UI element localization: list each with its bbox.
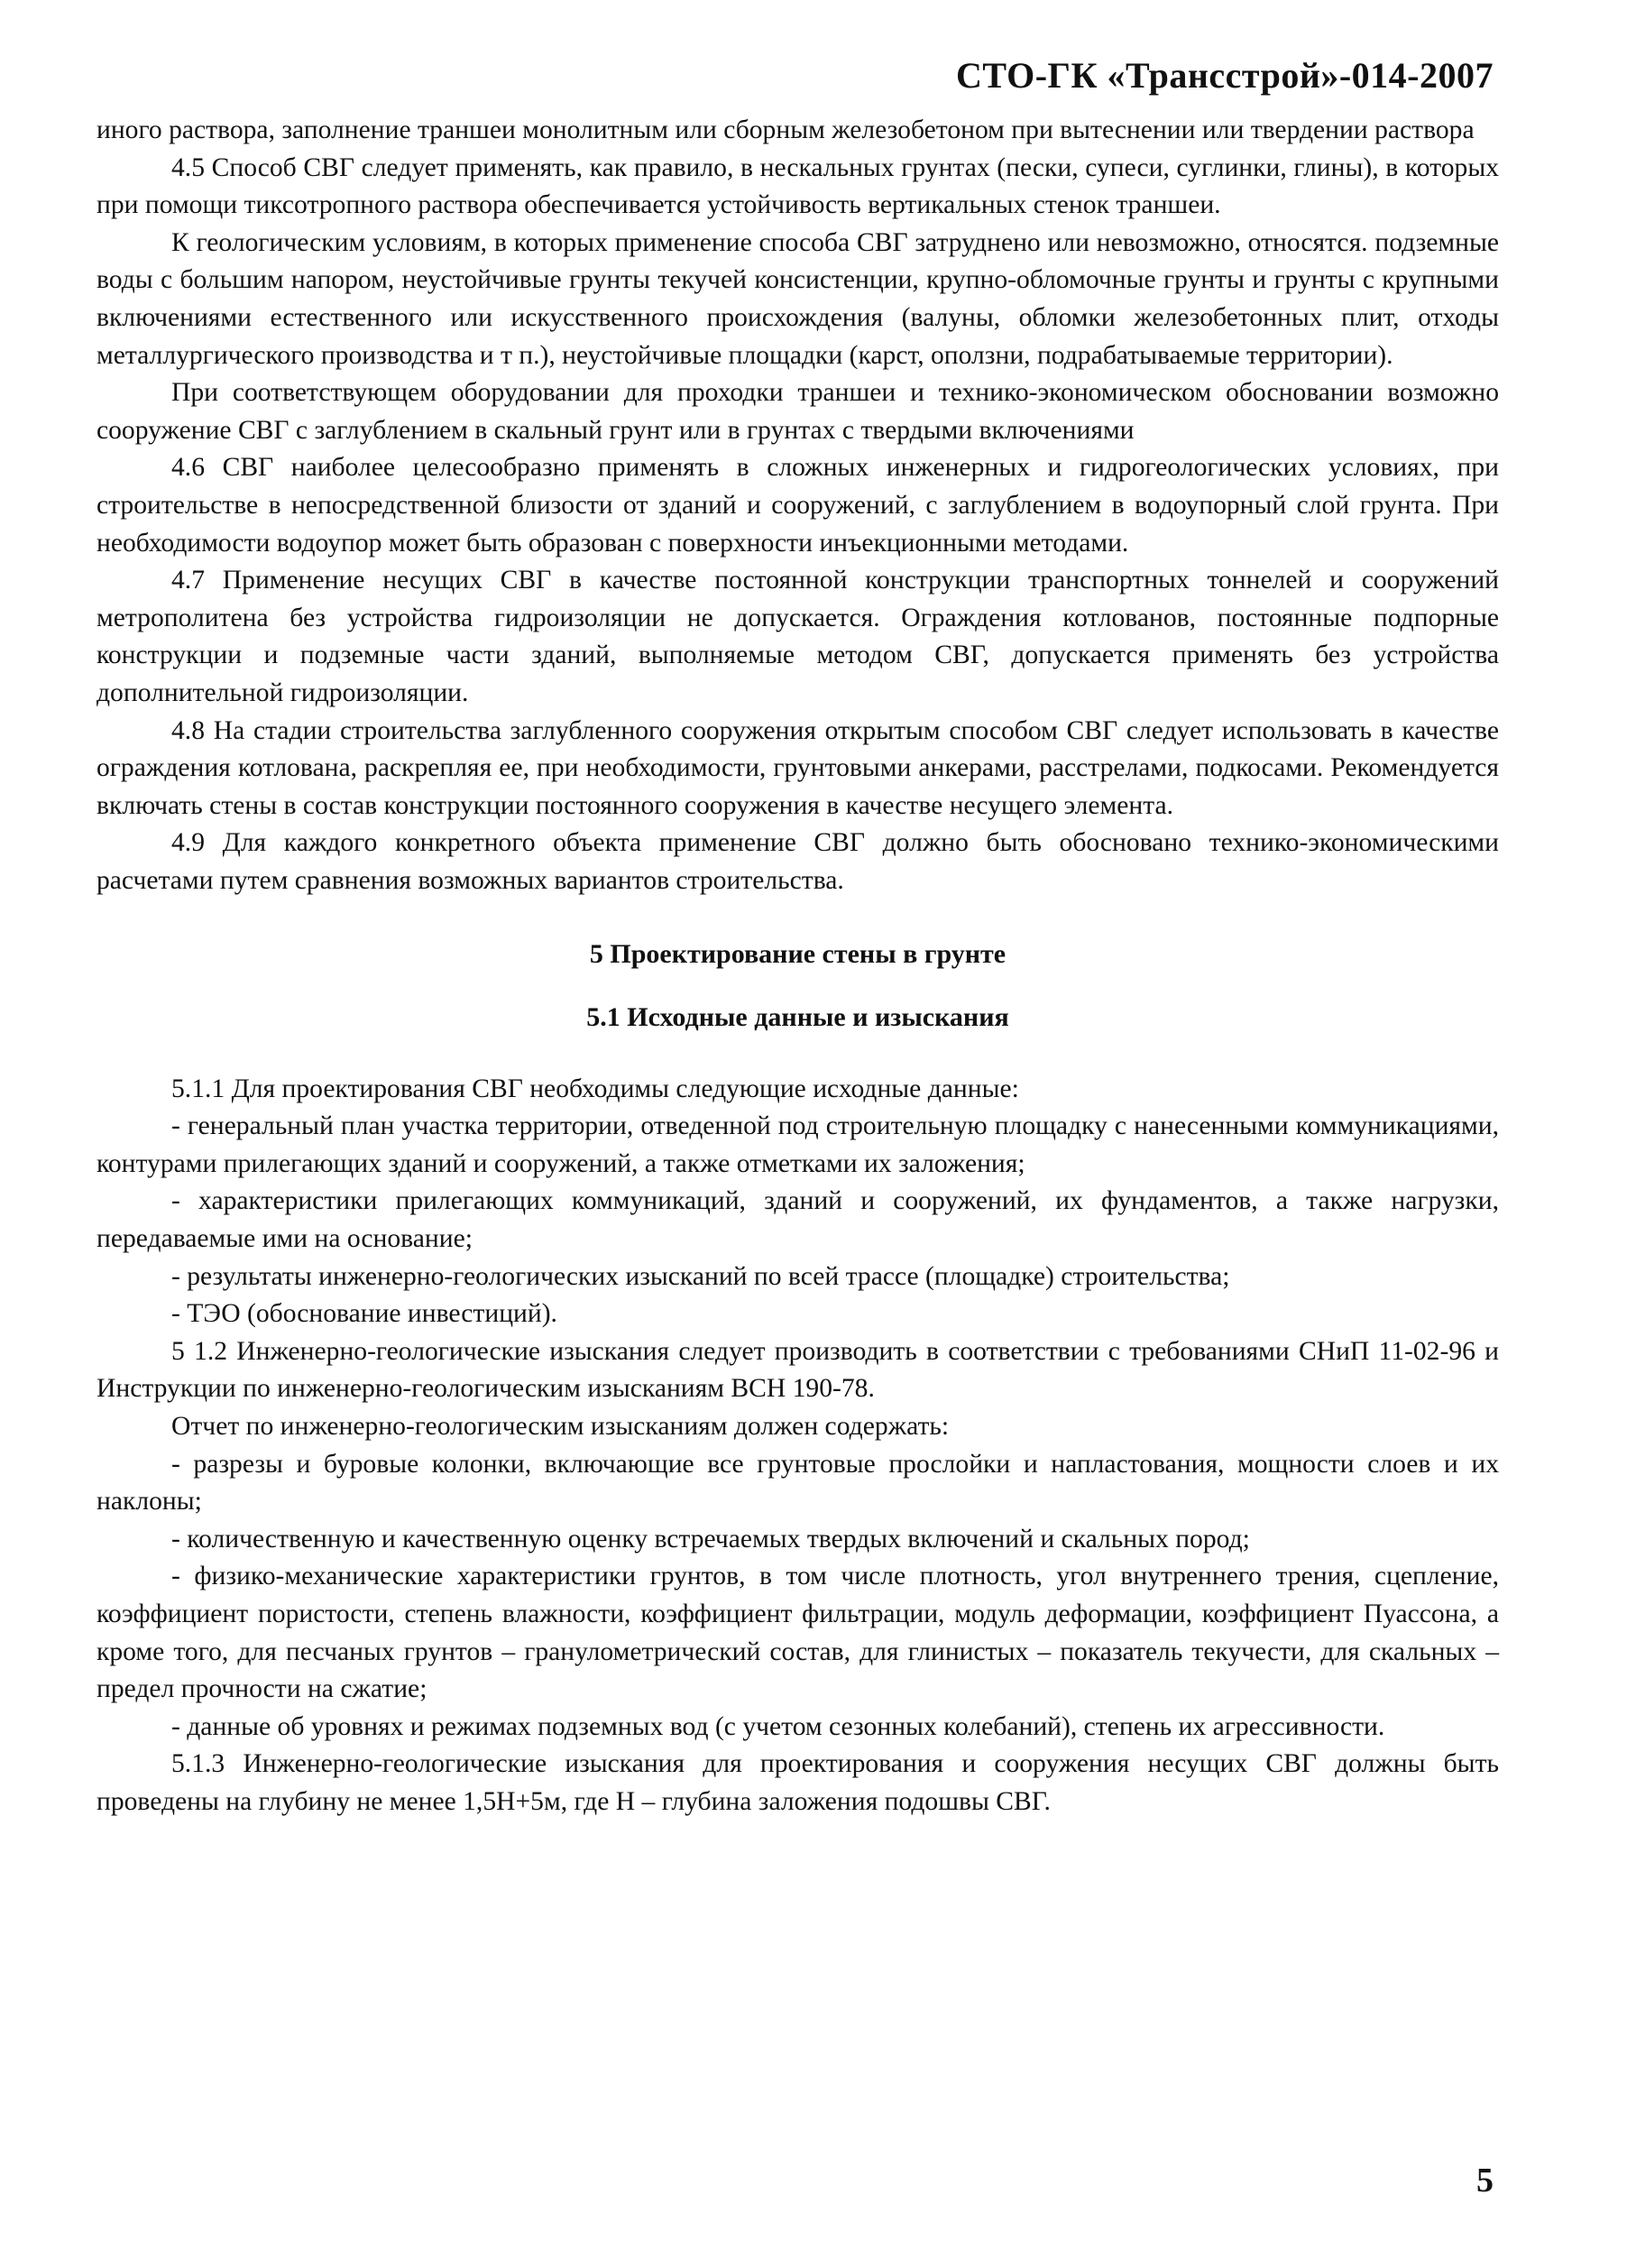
list-item-adjacent-characteristics: - характеристики прилегающих коммуникаций, зданий и сооружений, их фундаментов, а также нагрузки, передаваемые ими на основание; [97,1186,1499,1254]
document-code-header: СТО-ГК «Трансстрой»-014-2007 [956,55,1494,96]
section-heading-5: 5 Проектирование стены в грунте [589,939,1007,970]
list-item-groundwater-data: - данные об уровнях и режимах подземных вод (с учетом сезонных колебаний), степень их агрессивности. [171,1711,1385,1741]
paragraph-5-1-2: 5 1.2 Инженерно-геологические изыскания следует производить в соответствии с требованиями СНиП 11-02-96 и Инструкции по инженерно-геологическим изысканиям ВСН 190-78. [97,1336,1499,1404]
paragraph-5-1-1: 5.1.1 Для проектирования СВГ необходимы следующие исходные данные: [171,1074,1019,1103]
page-number: 5 [1476,2162,1494,2199]
list-item-soil-characteristics: - физико-механические характеристики грунтов, в том числе плотность, угол внутреннего трения, сцепление, коэффициент пористости, степень влажности, коэффициент фильтрации, модуль деформации, коэффициент Пуассона, а кроме того, для песчаных грунтов – гранулометрический состав, для глинистых – показатель текучести, для скальных – предел прочности на сжатие; [97,1562,1499,1704]
paragraph-4-7: 4.7 Применение несущих СВГ в качестве постоянной конструкции транспортных тоннелей и сооружений метрополитена без устройства гидроизоляции не допускается. Ограждения котлованов, постоянные подпорные конструкции и подземные части зданий, выполняемые методом СВГ, допускается применять без устройства дополнительной гидроизоляции. [97,566,1499,707]
subsection-heading-5-1: 5.1 Исходные данные и изыскания [586,1002,1009,1033]
paragraph-continuation: иного раствора, заполнение траншеи монолитным или сборным железобетоном при вытеснении или твердении раствора [97,115,1475,144]
list-item-inclusions-assessment: - количественную и качественную оценку встречаемых твердых включений и скальных пород; [171,1524,1250,1553]
list-item-survey-results: - результаты инженерно-геологических изысканий по всей трассе (площадке) строительства; [171,1261,1230,1291]
paragraph-5-1-3: 5.1.3 Инженерно-геологические изыскания для проектирования и сооружения несущих СВГ должны быть проведены на глубину не менее 1,5Н+5м, где Н – глубина заложения подошвы СВГ. [97,1749,1499,1816]
paragraph-geological-conditions: К геологическим условиям, в которых применение способа СВГ затруднено или невозможно, относятся. подземные воды с большим напором, неустойчивые грунты текучей консистенции, крупно-обломочные грунты и грунты с крупными включениями естественного или искусственного происхождения (валуны, обломки железобетонных плит, отходы металлургического производства и т п.), неустойчивые площадки (карст, оползни, подрабатываемые территории). [97,227,1499,370]
list-item-feasibility-study: - ТЭО (обоснование инвестиций). [171,1299,557,1329]
paragraph-4-8: 4.8 На стадии строительства заглубленного сооружения открытым способом СВГ следует использовать в качестве ограждения котлована, раскрепляя ее, при необходимости, грунтовыми анкерами, расстрелами, подкосами. Рекомендуется включать стены в состав конструкции постоянного сооружения в качестве несущего элемента. [97,715,1499,820]
paragraph-4-5: 4.5 Способ СВГ следует применять, как правило, в нескальных грунтах (пески, супеси, суглинки, глины), в которых при помощи тиксотропного раствора обеспечивается устойчивость вертикальных стенок траншеи. [97,152,1499,220]
page-body [97,112,1499,1821]
paragraph-rock-embedding: При соответствующем оборудовании для проходки траншеи и технико-экономическом обосновании возможно сооружение СВГ с заглублением в скальный грунт или в грунтах с твердыми включениями [97,378,1499,445]
paragraph-4-9: 4.9 Для каждого конкретного объекта применение СВГ должно быть обосновано технико-экономическими расчетами путем сравнения возможных вариантов строительства. [97,828,1499,895]
list-item-general-plan: - генеральный план участка территории, отведенной под строительную площадку с нанесенными коммуникациями, контурами прилегающих зданий и сооружений, а также отметками их заложения; [97,1111,1499,1178]
paragraph-report-contents: Отчет по инженерно-геологическим изысканиям должен содержать: [171,1412,950,1441]
list-item-sections-logs: - разрезы и буровые колонки, включающие все грунтовые прослойки и напластования, мощности слоев и их наклоны; [97,1449,1499,1517]
paragraph-4-6: 4.6 СВГ наиболее целесообразно применять в сложных инженерных и гидрогеологических условиях, при строительстве в непосредственной близости от зданий и сооружений, с заглублением в водоупорный слой грунта. При необходимости водоупор может быть образован с поверхности инъекционными методами. [97,453,1499,558]
